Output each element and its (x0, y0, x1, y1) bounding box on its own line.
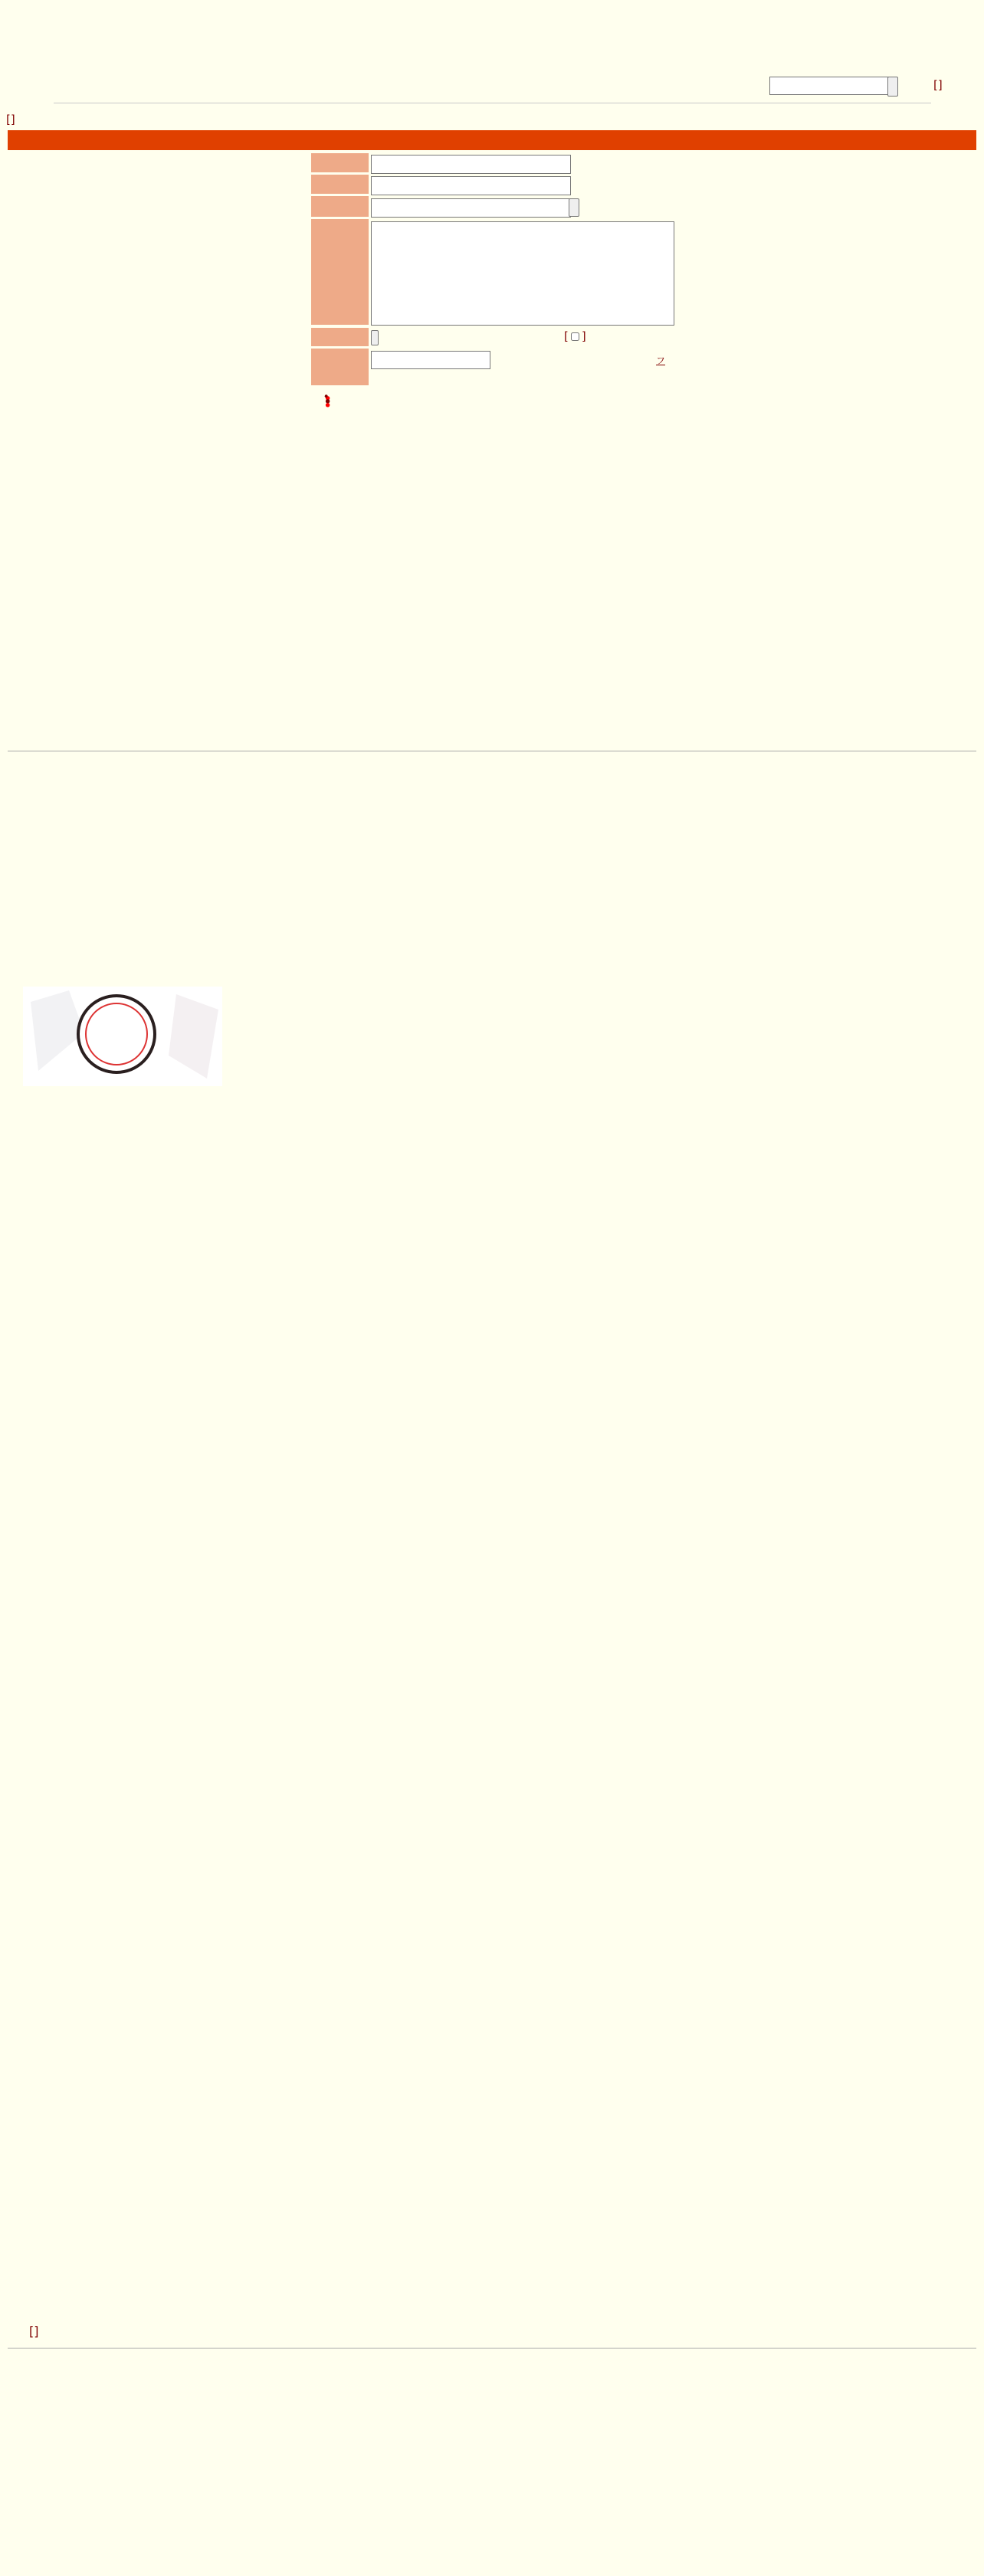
delkey-label (311, 349, 369, 385)
back-link-wrap: [] (6, 113, 15, 126)
search-button[interactable] (887, 77, 898, 97)
name-label (311, 153, 369, 172)
no-image-option: [ ] (564, 329, 586, 343)
reload-area: [] (29, 2324, 39, 2339)
delkey-input[interactable] (371, 351, 490, 369)
form-toggle-link-1[interactable]: フ (656, 355, 666, 366)
reply-mode-bar (8, 130, 976, 150)
op-thumbnail[interactable] (23, 987, 222, 1086)
file-label (311, 328, 369, 346)
salad-bowl-logo (23, 987, 222, 1086)
subject-label (311, 196, 369, 217)
submit-button[interactable] (569, 198, 579, 217)
no-image-checkbox[interactable] (571, 332, 579, 341)
email-input[interactable] (371, 176, 571, 195)
comment-label-cell (311, 219, 369, 325)
name-input[interactable] (371, 155, 571, 174)
home-link-wrap: [] (933, 78, 943, 92)
comment-textarea[interactable] (371, 221, 674, 326)
bottom-divider (8, 2348, 976, 2349)
subject-input[interactable] (371, 198, 571, 218)
op-header (232, 982, 275, 996)
search-input[interactable] (769, 77, 891, 95)
email-label (311, 175, 369, 194)
choose-file-button[interactable] (371, 330, 379, 345)
